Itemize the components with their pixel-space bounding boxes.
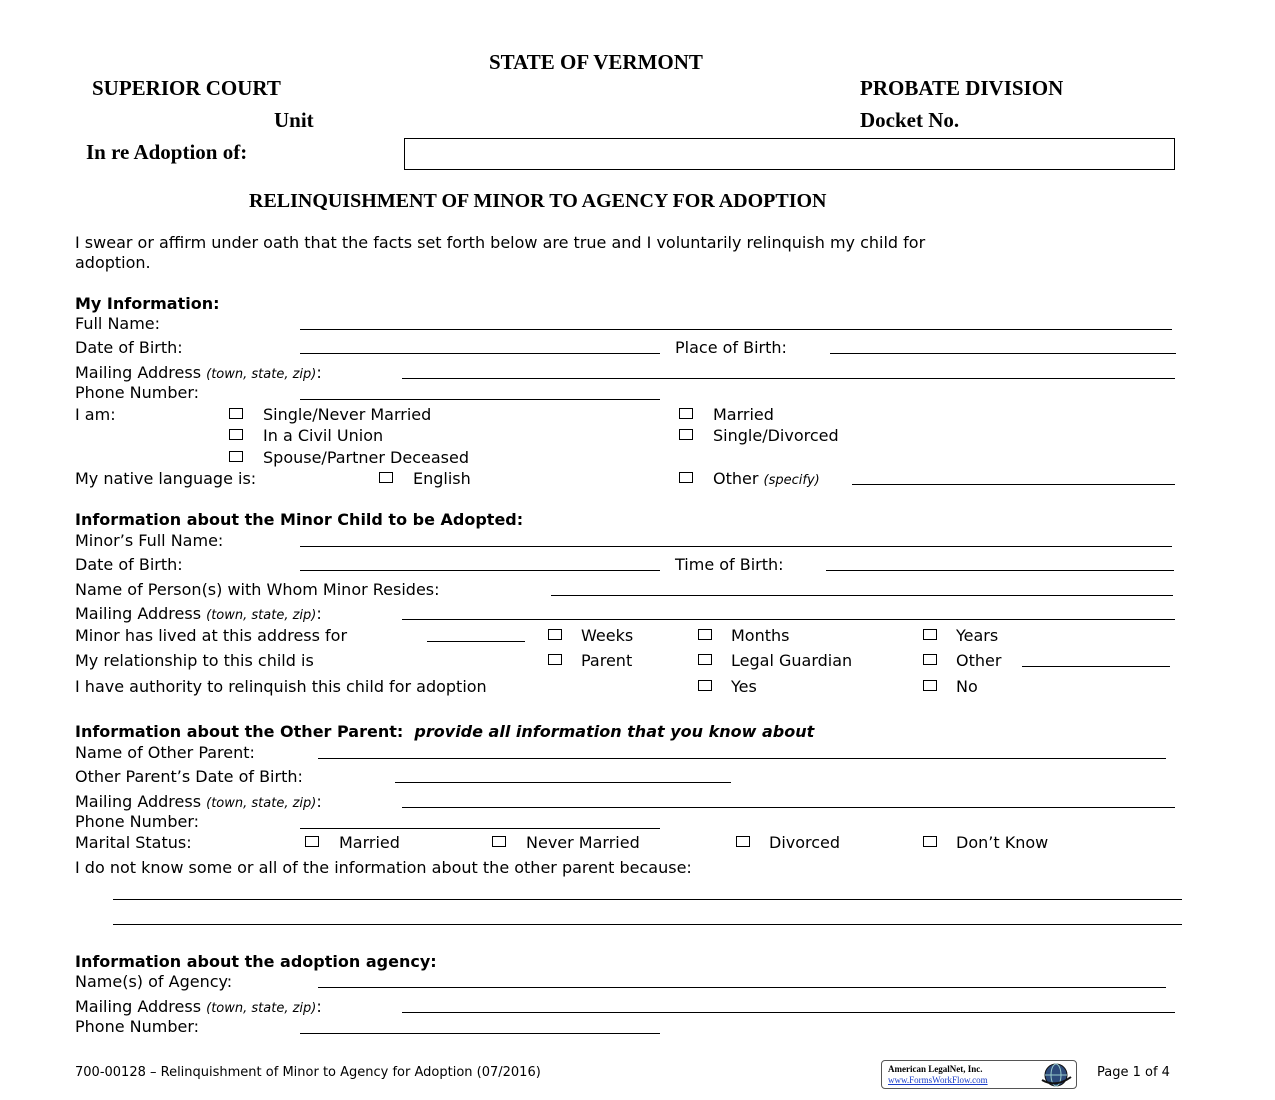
single-divorced-label: Single/Divorced [713,426,839,445]
agency-mailing-label: Mailing Address (town, state, zip): [75,997,322,1016]
op-dont-know-label: Don’t Know [956,833,1049,852]
division-name: PROBATE DIVISION [860,76,1064,100]
time-of-birth-label: Time of Birth: [675,555,784,574]
married-label: Married [713,405,774,424]
other-parent-name-label: Name of Other Parent: [75,743,255,762]
relationship-label: My relationship to this child is [75,651,314,670]
agency-phone-field[interactable] [300,1033,660,1034]
minor-mailing-field[interactable] [402,619,1175,620]
civil-union-label: In a Civil Union [263,426,384,445]
other-relationship-field[interactable] [1022,666,1170,667]
agency-heading: Information about the adoption agency: [75,952,437,971]
time-of-birth-field[interactable] [826,570,1174,571]
other-language-label: Other (specify) [713,469,820,488]
native-language-label: My native language is: [75,469,257,488]
parent-checkbox[interactable] [548,654,562,665]
my-info-heading: My Information: [75,294,220,313]
authority-yes-label: Yes [731,677,757,696]
minor-dob-field[interactable] [300,570,660,571]
years-checkbox[interactable] [923,629,937,640]
unit-label: Unit [274,108,314,132]
minor-name-field[interactable] [300,546,1172,547]
op-divorced-label: Divorced [769,833,841,852]
other-language-field[interactable] [852,484,1175,485]
authority-no-label: No [956,677,978,696]
docket-label: Docket No. [860,108,960,132]
married-checkbox[interactable] [679,408,693,419]
single-never-married-label: Single/Never Married [263,405,432,424]
op-married-label: Married [339,833,400,852]
state-title: STATE OF VERMONT [489,50,703,74]
parent-label: Parent [581,651,633,670]
other-parent-dob-label: Other Parent’s Date of Birth: [75,767,303,786]
authority-label: I have authority to relinquish this child for adoption [75,677,487,696]
adoption-of-field[interactable] [404,138,1175,170]
lived-duration-field[interactable] [427,641,525,642]
other-parent-mailing-field[interactable] [402,807,1175,808]
agency-mailing-field[interactable] [402,1012,1175,1013]
other-relationship-label: Other [956,651,1002,670]
legal-guardian-checkbox[interactable] [698,654,712,665]
marital-status-label: Marital Status: [75,833,192,852]
minor-mailing-label: Mailing Address (town, state, zip): [75,604,322,623]
place-of-birth-field[interactable] [830,353,1176,354]
other-parent-dob-field[interactable] [395,782,731,783]
legal-guardian-label: Legal Guardian [731,651,853,670]
intro-text-line1: I swear or affirm under oath that the facts set forth below are true and I voluntarily relinquish my child for [75,233,926,252]
dob-field[interactable] [300,353,660,354]
unknown-reason-line2[interactable] [113,924,1182,925]
form-id: 700-00128 – Relinquishment of Minor to Agency for Adoption (07/2016) [75,1065,541,1080]
page-number: Page 1 of 4 [1097,1065,1170,1080]
op-never-married-checkbox[interactable] [492,836,506,847]
minor-heading: Information about the Minor Child to be Adopted: [75,510,524,529]
authority-no-checkbox[interactable] [923,680,937,691]
op-married-checkbox[interactable] [305,836,319,847]
full-name-field[interactable] [300,329,1172,330]
full-name-label: Full Name: [75,314,161,333]
years-label: Years [956,626,999,645]
minor-dob-label: Date of Birth: [75,555,183,574]
other-parent-mailing-label: Mailing Address (town, state, zip): [75,792,322,811]
globe-icon [1038,1062,1074,1088]
english-checkbox[interactable] [379,472,393,483]
other-parent-phone-label: Phone Number: [75,812,200,831]
logo-company-name: American LegalNet, Inc. [888,1064,983,1074]
op-never-married-label: Never Married [526,833,640,852]
op-divorced-checkbox[interactable] [736,836,750,847]
authority-yes-checkbox[interactable] [698,680,712,691]
single-divorced-checkbox[interactable] [679,429,693,440]
mailing-address-label: Mailing Address (town, state, zip): [75,363,322,382]
spouse-deceased-checkbox[interactable] [229,451,243,462]
agency-names-field[interactable] [318,987,1166,988]
logo-url[interactable]: www.FormsWorkFlow.com [888,1075,988,1085]
i-am-label: I am: [75,405,116,424]
unknown-reason-label: I do not know some or all of the information about the other parent because: [75,858,692,877]
phone-field[interactable] [300,399,660,400]
spouse-deceased-label: Spouse/Partner Deceased [263,448,469,467]
place-of-birth-label: Place of Birth: [675,338,787,357]
phone-label: Phone Number: [75,383,200,402]
resides-with-label: Name of Person(s) with Whom Minor Resides: [75,580,440,599]
american-legalnet-logo[interactable] [881,1060,1077,1089]
weeks-label: Weeks [581,626,634,645]
other-parent-name-field[interactable] [318,758,1166,759]
agency-names-label: Name(s) of Agency: [75,972,233,991]
resides-with-field[interactable] [551,595,1173,596]
agency-phone-label: Phone Number: [75,1017,200,1036]
in-re-label: In re Adoption of: [86,140,248,164]
mailing-address-field[interactable] [402,378,1175,379]
lived-at-label: Minor has lived at this address for [75,626,348,645]
other-relationship-checkbox[interactable] [923,654,937,665]
civil-union-checkbox[interactable] [229,429,243,440]
minor-name-label: Minor’s Full Name: [75,531,224,550]
unknown-reason-line1[interactable] [113,899,1182,900]
months-checkbox[interactable] [698,629,712,640]
court-name: SUPERIOR COURT [92,76,281,100]
dob-label: Date of Birth: [75,338,183,357]
form-title: RELINQUISHMENT OF MINOR TO AGENCY FOR ADOPTION [249,190,827,212]
weeks-checkbox[interactable] [548,629,562,640]
english-label: English [413,469,471,488]
months-label: Months [731,626,790,645]
other-language-checkbox[interactable] [679,472,693,483]
other-parent-heading: Information about the Other Parent: provide all information that you know about [75,722,815,741]
op-dont-know-checkbox[interactable] [923,836,937,847]
other-parent-phone-field[interactable] [300,828,660,829]
intro-text-line2: adoption. [75,253,151,272]
single-never-married-checkbox[interactable] [229,408,243,419]
